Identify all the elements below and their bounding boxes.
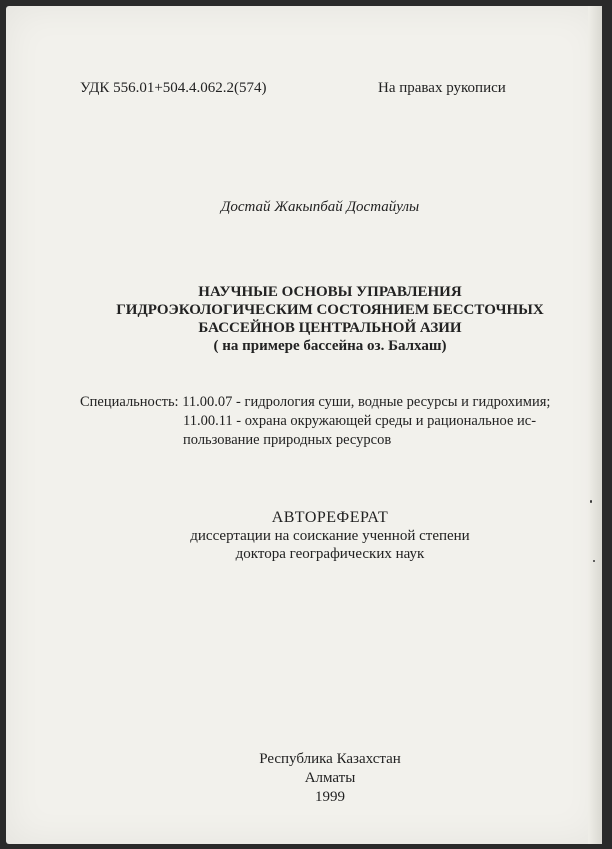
specialty-block [80,393,560,450]
page-edge-shadow [588,6,602,844]
scan-speck [593,560,595,562]
specialty-line-3: пользование природных ресурсов [183,432,392,448]
document-title [60,283,600,355]
imprint-city: Алматы [304,770,356,786]
title-line-2: ГИДРОЭКОЛОГИЧЕСКИМ СОСТОЯНИЕМ БЕССТОЧНЫХ [116,302,544,318]
title-line-3: БАССЕЙНОВ ЦЕНТРАЛЬНОЙ АЗИИ [198,320,462,336]
genre-block [60,509,600,563]
specialty-line-2: 11.00.11 - охрана окружающей среды и рациональное ис- [183,413,537,429]
imprint-country: Республика Казахстан [259,751,401,767]
imprint-year: 1999 [315,789,345,805]
scan-speck [590,500,592,503]
manuscript-rights: На правах рукописи [378,80,506,96]
author-name: Достай Жакыпбай Достайулы [220,199,420,215]
imprint-block [60,750,600,807]
udk-code: УДК 556.01+504.4.062.2(574) [80,80,267,96]
title-line-1: НАУЧНЫЕ ОСНОВЫ УПРАВЛЕНИЯ [198,284,462,300]
title-subtitle: ( на примере бассейна оз. Балхаш) [213,338,447,354]
genre-line-2: доктора географических наук [235,546,425,562]
genre-header: АВТОРЕФЕРАТ [271,509,389,526]
specialty-line-1: Специальность: 11.00.07 - гидрология суши, водные ресурсы и гидрохимия; [80,394,551,410]
genre-line-1: диссертации на соискание ученной степени [190,528,470,544]
